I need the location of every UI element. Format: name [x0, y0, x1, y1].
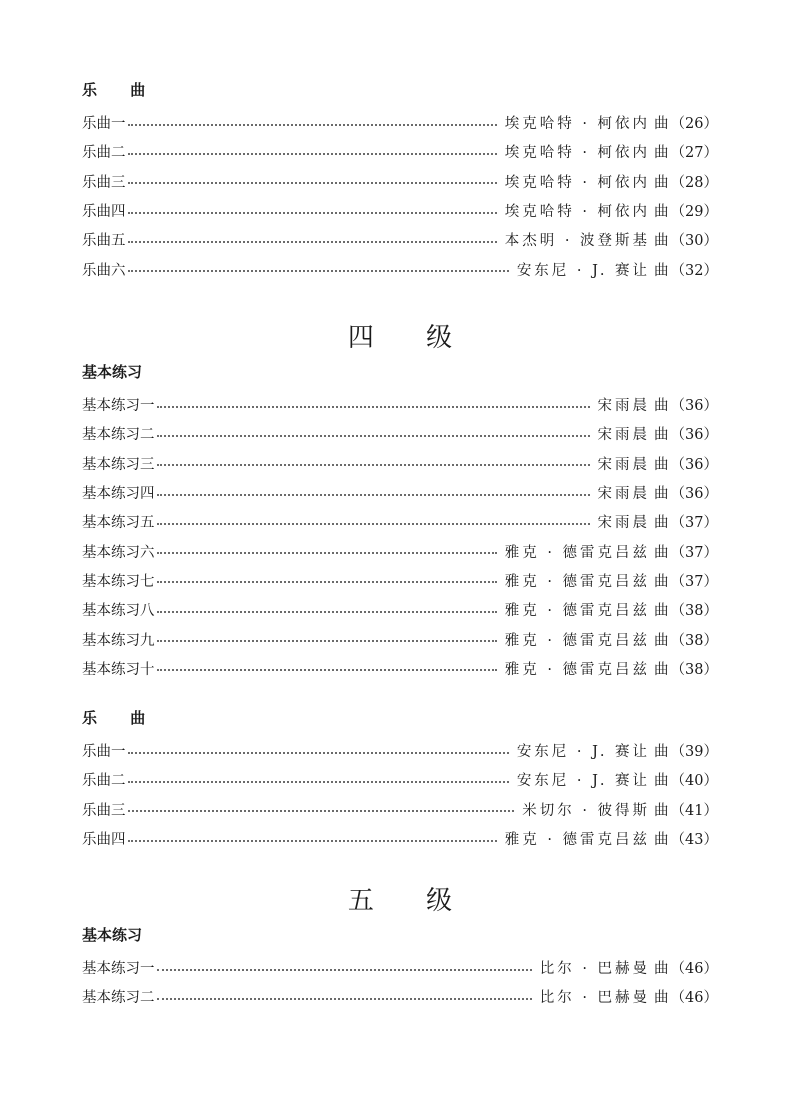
toc-entry[interactable]	[82, 566, 718, 595]
dot-leader	[157, 523, 590, 525]
dot-leader	[157, 464, 590, 466]
section-pieces-level4	[82, 708, 718, 853]
entry-page: （32）	[670, 262, 718, 279]
composer-suffix: 曲	[654, 456, 669, 473]
toc-entry[interactable]	[82, 824, 718, 853]
entry-title: 乐曲一	[82, 116, 126, 133]
toc-entry[interactable]	[82, 167, 718, 196]
toc-entry[interactable]	[82, 254, 718, 283]
section-pieces-level3	[82, 80, 718, 284]
entry-title: 乐曲六	[82, 262, 126, 279]
dot-leader	[157, 669, 497, 671]
entry-page: （36）	[670, 398, 718, 415]
entry-composer: 宋雨晨	[597, 398, 651, 415]
entry-page: （36）	[670, 427, 718, 444]
dot-leader	[157, 494, 590, 496]
dot-leader	[128, 810, 515, 812]
composer-suffix: 曲	[654, 632, 669, 649]
dot-leader	[157, 406, 590, 408]
entry-page: （26）	[670, 116, 718, 133]
entry-title: 基本练习二	[82, 990, 155, 1007]
toc-entry[interactable]	[82, 390, 718, 419]
entry-composer: 安东尼 · J. 赛让	[516, 773, 651, 790]
dot-leader	[157, 552, 497, 554]
toc-entry[interactable]	[82, 595, 718, 624]
toc-entry[interactable]	[82, 137, 718, 166]
entry-title: 基本练习五	[82, 515, 155, 532]
entry-title: 基本练习三	[82, 456, 155, 473]
dot-leader	[128, 182, 497, 184]
entry-composer: 雅克 · 德雷克吕兹	[504, 573, 651, 590]
toc-entry[interactable]	[82, 536, 718, 565]
toc-entry[interactable]	[82, 654, 718, 683]
section-heading: 乐 曲	[82, 709, 160, 727]
composer-suffix: 曲	[654, 661, 669, 678]
entry-title: 基本练习二	[82, 427, 155, 444]
entry-title: 基本练习七	[82, 573, 155, 590]
dot-leader	[157, 998, 532, 1000]
entry-page: （40）	[670, 773, 718, 790]
toc-page	[82, 0, 718, 1095]
toc-entry[interactable]	[82, 982, 718, 1011]
composer-suffix: 曲	[654, 174, 669, 191]
entry-page: （46）	[670, 990, 718, 1007]
section-exercises-level5	[82, 925, 718, 1012]
entry-page: （36）	[670, 456, 718, 473]
toc-entry[interactable]	[82, 736, 718, 765]
entry-composer: 比尔 · 巴赫曼	[539, 961, 651, 978]
composer-suffix: 曲	[654, 832, 669, 849]
level-title-5: 五 级	[347, 886, 475, 916]
entry-title: 基本练习一	[82, 961, 155, 978]
entry-page: （41）	[670, 802, 718, 819]
entry-title: 乐曲二	[82, 773, 126, 790]
composer-suffix: 曲	[654, 744, 669, 761]
entry-title: 基本练习一	[82, 398, 155, 415]
section-heading: 基本练习	[82, 363, 143, 381]
entry-title: 基本练习十	[82, 661, 155, 678]
composer-suffix: 曲	[654, 233, 669, 250]
entry-composer: 宋雨晨	[597, 486, 651, 503]
dot-leader	[157, 611, 497, 613]
entry-page: （38）	[670, 661, 718, 678]
entry-title: 乐曲四	[82, 204, 126, 221]
entry-title: 乐曲四	[82, 832, 126, 849]
entry-composer: 安东尼 · J. 赛让	[516, 262, 651, 279]
toc-entry[interactable]	[82, 419, 718, 448]
toc-entry[interactable]	[82, 624, 718, 653]
entry-composer: 埃克哈特 · 柯依内	[504, 174, 651, 191]
entry-page: （38）	[670, 603, 718, 620]
composer-suffix: 曲	[654, 427, 669, 444]
dot-leader	[128, 752, 509, 754]
composer-suffix: 曲	[654, 116, 669, 133]
entry-page: （37）	[670, 515, 718, 532]
entry-title: 乐曲一	[82, 744, 126, 761]
dot-leader	[157, 435, 590, 437]
entry-composer: 雅克 · 德雷克吕兹	[504, 832, 651, 849]
composer-suffix: 曲	[654, 398, 669, 415]
dot-leader	[128, 241, 497, 243]
entry-title: 基本练习六	[82, 544, 155, 561]
entry-title: 基本练习四	[82, 486, 155, 503]
entry-composer: 埃克哈特 · 柯依内	[504, 204, 651, 221]
composer-suffix: 曲	[654, 145, 669, 162]
dot-leader	[128, 124, 497, 126]
entry-composer: 米切尔 · 彼得斯	[522, 802, 651, 819]
toc-entry[interactable]	[82, 953, 718, 982]
section-exercises-level4	[82, 362, 718, 683]
entry-title: 乐曲三	[82, 174, 126, 191]
entry-title: 乐曲五	[82, 233, 126, 250]
entry-page: （46）	[670, 961, 718, 978]
entry-page: （36）	[670, 486, 718, 503]
entry-composer: 比尔 · 巴赫曼	[539, 990, 651, 1007]
entry-composer: 雅克 · 德雷克吕兹	[504, 544, 651, 561]
entry-composer: 埃克哈特 · 柯依内	[504, 116, 651, 133]
entry-page: （39）	[670, 744, 718, 761]
entry-title: 基本练习八	[82, 603, 155, 620]
composer-suffix: 曲	[654, 802, 669, 819]
composer-suffix: 曲	[654, 515, 669, 532]
entry-page: （30）	[670, 233, 718, 250]
composer-suffix: 曲	[654, 486, 669, 503]
dot-leader	[128, 270, 509, 272]
entry-composer: 安东尼 · J. 赛让	[516, 744, 651, 761]
entry-composer: 宋雨晨	[597, 456, 651, 473]
entry-title: 基本练习九	[82, 632, 155, 649]
section-heading: 乐 曲	[82, 81, 160, 99]
entry-composer: 宋雨晨	[597, 515, 651, 532]
composer-suffix: 曲	[654, 573, 669, 590]
entry-composer: 埃克哈特 · 柯依内	[504, 145, 651, 162]
dot-leader	[157, 640, 497, 642]
composer-suffix: 曲	[654, 544, 669, 561]
toc-entry[interactable]	[82, 795, 718, 824]
entry-page: （28）	[670, 174, 718, 191]
entry-page: （43）	[670, 832, 718, 849]
entry-composer: 雅克 · 德雷克吕兹	[504, 661, 651, 678]
level-title-4: 四 级	[347, 323, 475, 353]
toc-entry[interactable]	[82, 196, 718, 225]
composer-suffix: 曲	[654, 603, 669, 620]
entry-composer: 宋雨晨	[597, 427, 651, 444]
composer-suffix: 曲	[654, 204, 669, 221]
dot-leader	[128, 781, 509, 783]
dot-leader	[128, 212, 497, 214]
composer-suffix: 曲	[654, 262, 669, 279]
entry-page: （37）	[670, 544, 718, 561]
entry-page: （29）	[670, 204, 718, 221]
entry-composer: 本杰明 · 波登斯基	[504, 233, 651, 250]
toc-entry[interactable]	[82, 765, 718, 794]
dot-leader	[128, 153, 497, 155]
composer-suffix: 曲	[654, 990, 669, 1007]
entry-composer: 雅克 · 德雷克吕兹	[504, 603, 651, 620]
toc-entry[interactable]	[82, 478, 718, 507]
dot-leader	[157, 969, 532, 971]
entry-page: （27）	[670, 145, 718, 162]
toc-entry[interactable]	[82, 225, 718, 254]
entry-title: 乐曲三	[82, 802, 126, 819]
composer-suffix: 曲	[654, 961, 669, 978]
entry-page: （37）	[670, 573, 718, 590]
section-heading: 基本练习	[82, 926, 143, 944]
composer-suffix: 曲	[654, 773, 669, 790]
toc-entry[interactable]	[82, 449, 718, 478]
toc-entry[interactable]	[82, 507, 718, 536]
dot-leader	[157, 581, 497, 583]
entry-page: （38）	[670, 632, 718, 649]
entry-title: 乐曲二	[82, 145, 126, 162]
entry-composer: 雅克 · 德雷克吕兹	[504, 632, 651, 649]
toc-entry[interactable]	[82, 108, 718, 137]
dot-leader	[128, 840, 497, 842]
